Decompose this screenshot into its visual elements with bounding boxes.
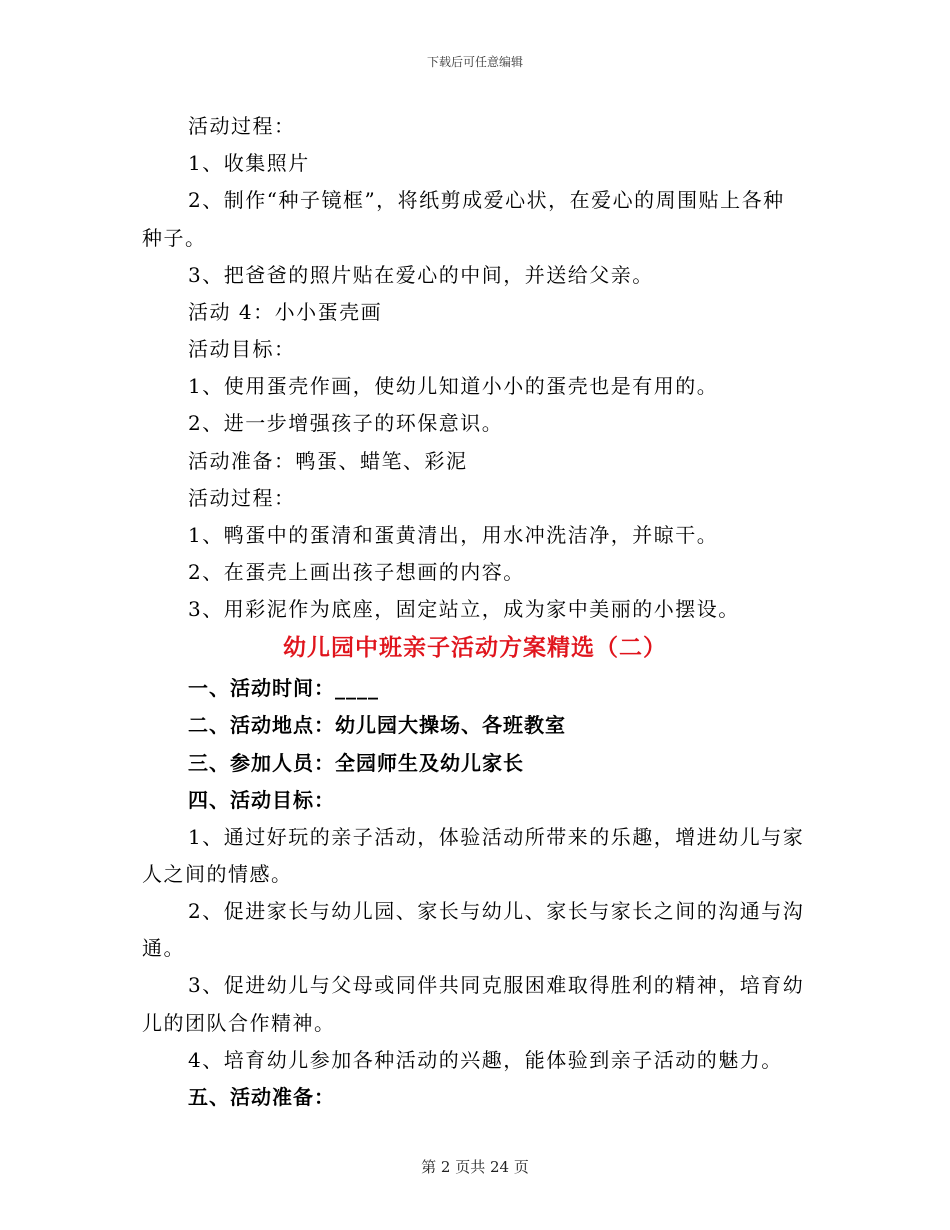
body-line: 2、促进家长与幼儿园、家长与幼儿、家长与家长之间的沟通与沟	[188, 899, 805, 923]
section-title: 幼儿园中班亲子活动方案精选（二）	[283, 634, 667, 661]
body-line: 3、把爸爸的照片贴在爱心的中间，并送给父亲。	[188, 263, 654, 287]
page-header: 下载后可任意编辑	[426, 55, 523, 69]
body-line: 1、通过好玩的亲子活动，体验活动所带来的乐趣，增进幼儿与家	[188, 825, 805, 849]
heading-line: 二、活动地点：幼儿园大操场、各班教室	[188, 713, 566, 737]
body-line: 2、在蛋壳上画出孩子想画的内容。	[188, 560, 525, 584]
body-line: 2、制作“种子镜框”，将纸剪成爱心状，在爱心的周围贴上各种	[188, 188, 785, 212]
body-line: 人之间的情感。	[142, 862, 293, 886]
body-line: 种子。	[142, 226, 207, 250]
body-line: 2、进一步增强孩子的环保意识。	[188, 411, 504, 435]
body-line: 3、促进幼儿与父母或同伴共同克服困难取得胜利的精神，培育幼	[188, 973, 805, 997]
body-line: 4、培育幼儿参加各种活动的兴趣，能体验到亲子活动的魅力。	[188, 1048, 783, 1072]
heading-line: 三、参加人员：全园师生及幼儿家长	[188, 751, 524, 775]
body-line: 1、鸭蛋中的蛋清和蛋黄清出，用水冲洗洁净，并晾干。	[188, 523, 719, 547]
body-line: 3、用彩泥作为底座，固定站立，成为家中美丽的小摆设。	[188, 597, 740, 621]
heading-line: 四、活动目标：	[188, 788, 335, 812]
body-line: 通。	[142, 936, 185, 960]
body-line: 活动过程：	[188, 114, 296, 138]
body-line: 1、使用蛋壳作画，使幼儿知道小小的蛋壳也是有用的。	[188, 374, 719, 398]
heading-line: 一、活动时间：____	[188, 676, 379, 700]
body-line: 活动过程：	[188, 486, 296, 510]
page-footer: 第 2 页共 24 页	[421, 1158, 529, 1176]
body-line: 活动 4：小小蛋壳画	[188, 300, 383, 324]
body-line: 1、收集照片	[188, 151, 310, 175]
body-line: 活动准备：鸭蛋、蜡笔、彩泥	[188, 449, 468, 473]
body-line: 活动目标：	[188, 337, 296, 361]
heading-line: 五、活动准备：	[188, 1085, 335, 1109]
body-line: 儿的团队合作精神。	[142, 1011, 336, 1035]
